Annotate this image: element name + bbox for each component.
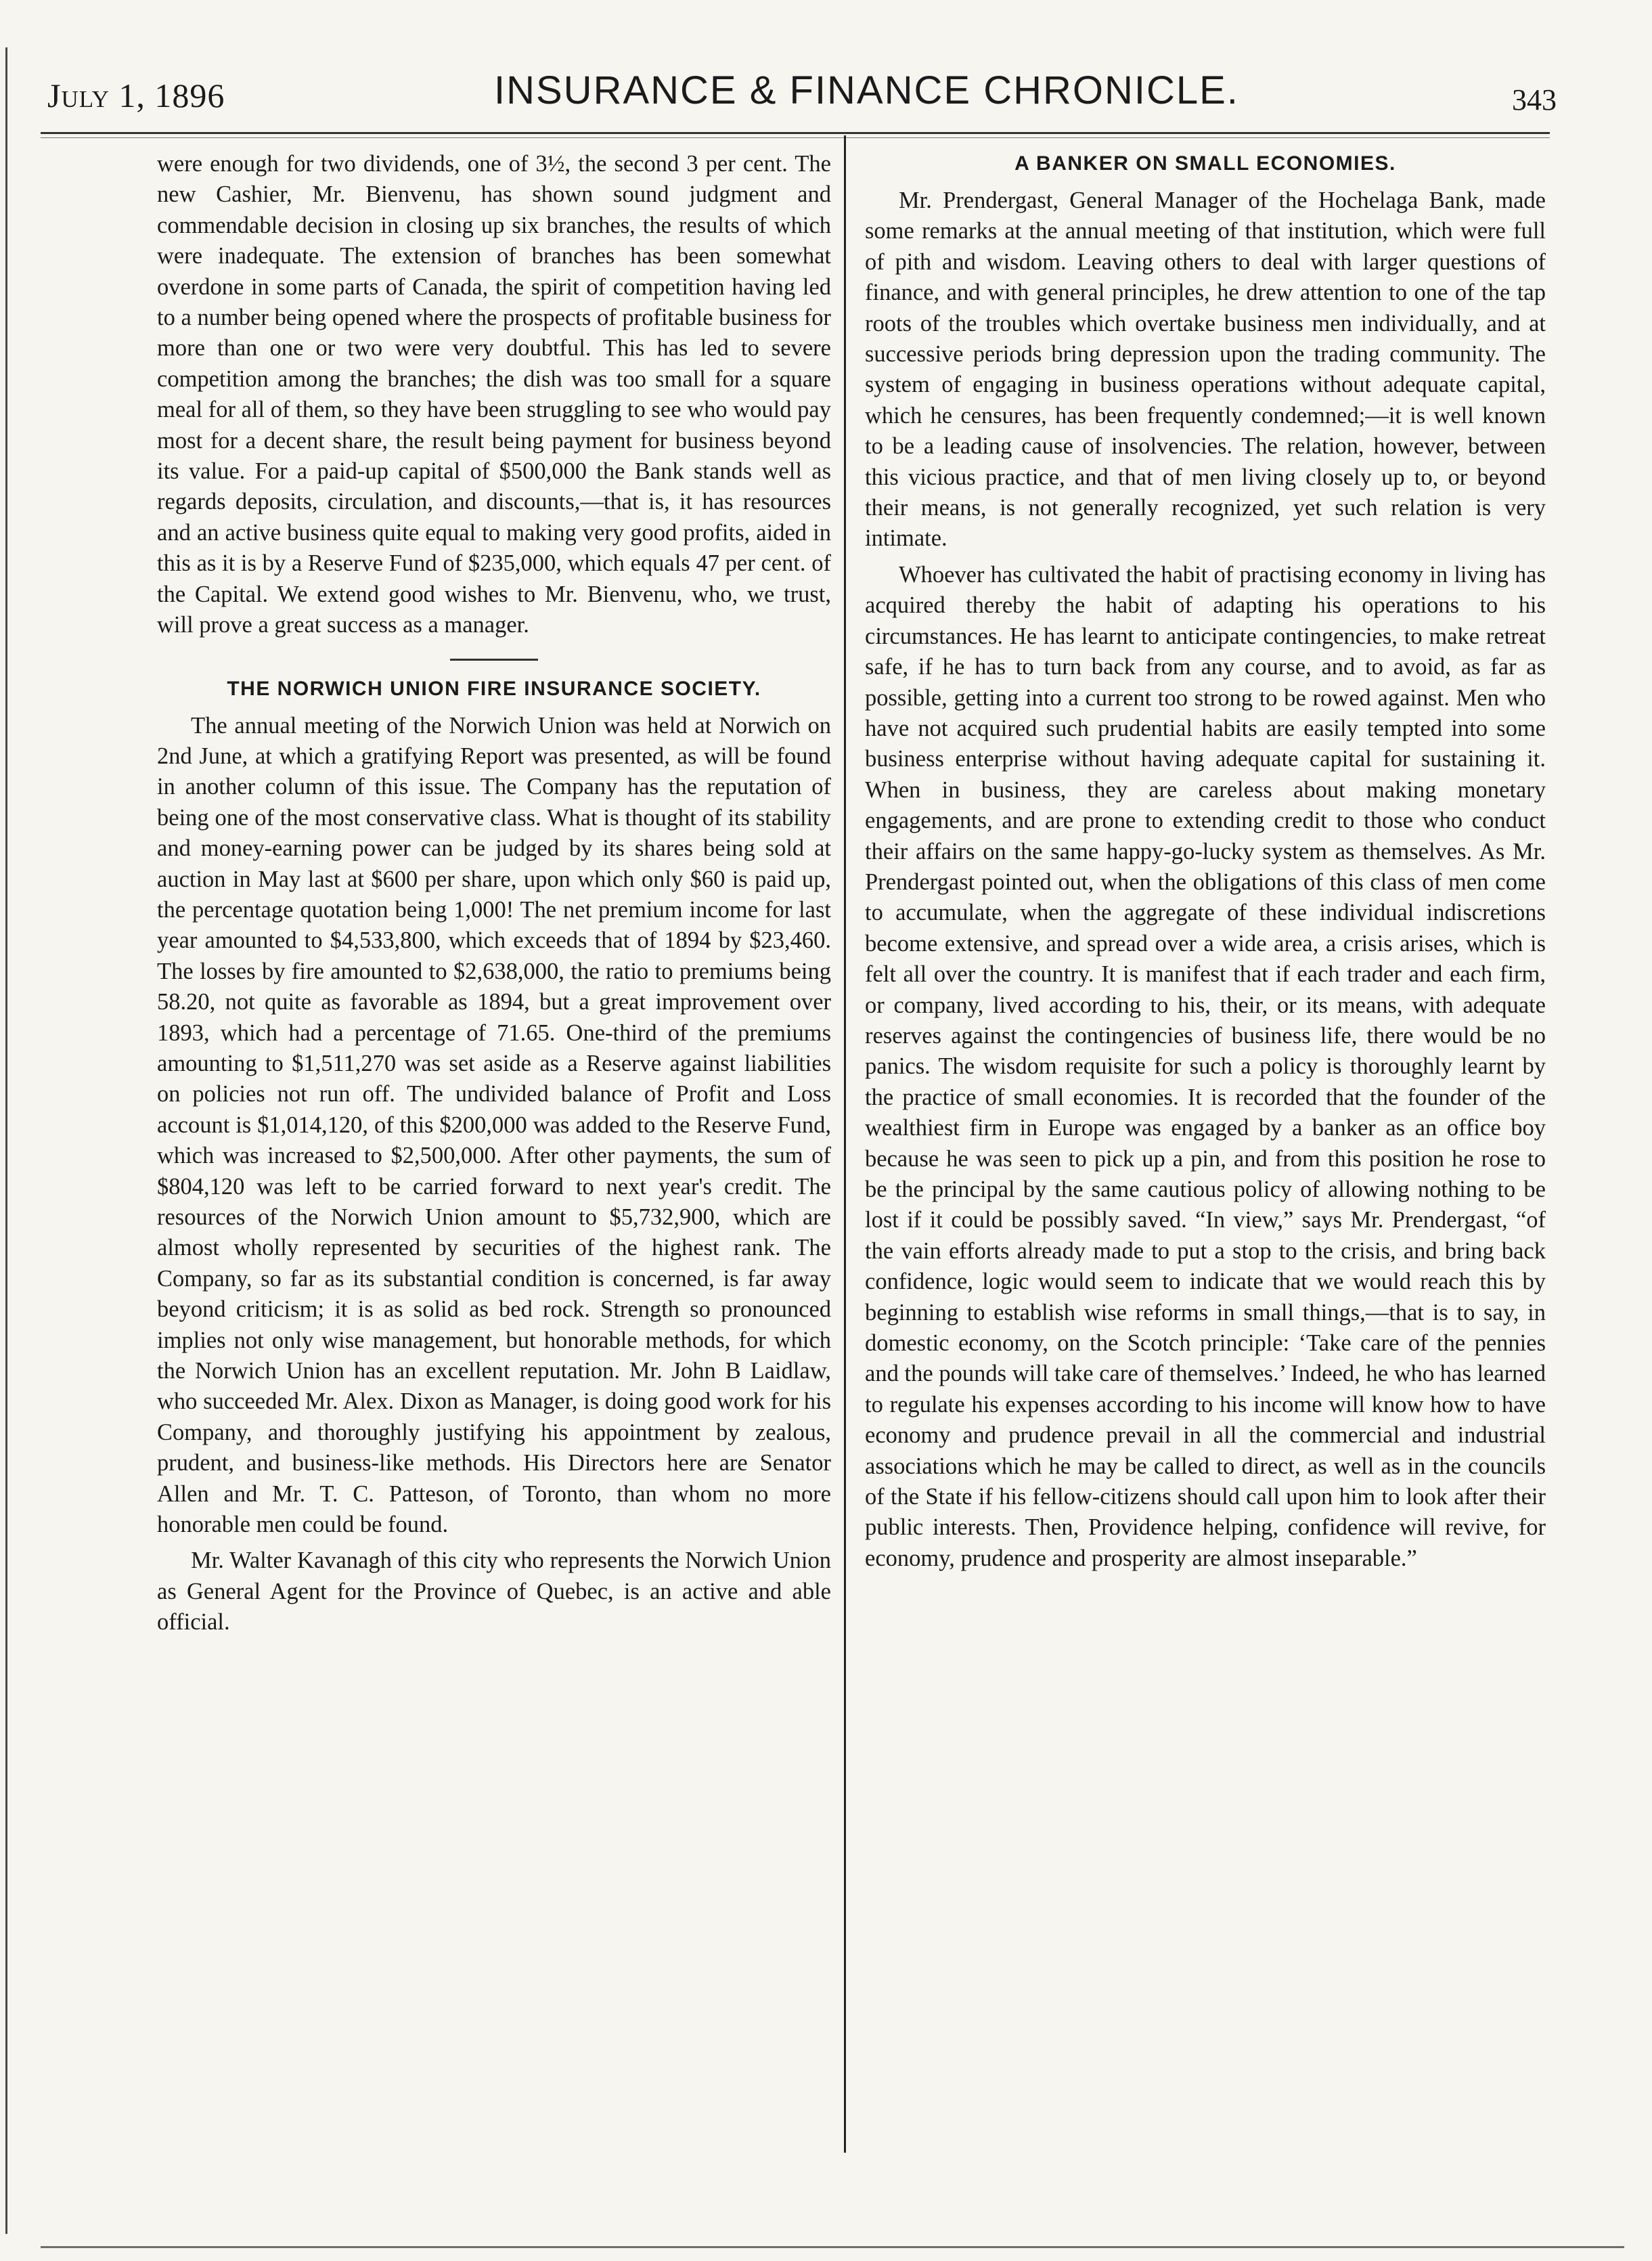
- column-rule: [844, 135, 846, 2153]
- footer-rule: [41, 2246, 1624, 2248]
- header-rule-thin: [41, 137, 1550, 138]
- article-heading-banker: A BANKER ON SMALL ECONOMIES.: [1014, 152, 1396, 175]
- article-paragraph: Whoever has cultivated the habit of practising economy in living has acquired thereby the habit of adapting his operations to his circumstances. He has learnt to anticipate contingencies, to make retreat safe, if he has to turn back from any course, and to avoid, as far as possible, getting into a current too strong to be rowed against. Men who have not acquired such prudential habits are easily tempted into some business enterprise without having adequate capital for sustaining it. When in business, they are careless about making monetary engagements, and are prone to extending credit to those who conduct their affairs on the same happy-go-lucky system as themselves. As Mr. Prendergast pointed out, when the obligations of this class of men come to accumulate, when the aggregate of these individual indiscretions become extensive, and spread over a wide area, a crisis arises, which is felt all over the country. It is manifest that if each trader and each firm, or company, lived according to his, their, or its means, with adequate reserves against the contingencies of business life, there would be no panics. The wisdom requisite for such a policy is thoroughly learnt by the practice of small economies. It is recorded that the founder of the wealthiest firm in Europe was engaged by a banker as an office boy because he was seen to pick up a pin, and from this position he rose to be the principal by the same cautious policy of allowing nothing to be lost if it could be possibly saved. “In view,” says Mr. Prendergast, “of the vain efforts already made to put a stop to the crisis, and bring back confidence, logic would seem to indicate that we would reach this by beginning to establish wise reforms in small things,—that is to say, in domestic economy, on the Scotch principle: ‘Take care of the pennies and the pounds will take care of themselves.’ Indeed, he who has learned to regulate his expenses according to his income will know how to have economy and prudence prevail in all the commercial and industrial associations which he may be called to direct, as well as in the councils of the State if his fellow-citizens should call upon him to look after their public interests. Then, Providence helping, confidence will revive, for economy, prudence and prosperity are almost inseparable.”: [865, 561, 1546, 1571]
- article-paragraph: The annual meeting of the Norwich Union was held at Norwich on 2nd June, at which a gratifying Report was presented, as will be found in another column of this issue. The Company has the reputation of being one of the most conservative class. What is thought of its stability and money-earning power can be judged by its shares being sold at auction in May last at $600 per share, upon which only $60 is paid up, the percentage quotation being 1,000! The net premium income for last year amounted to $4,533,800, which exceeds that of 1894 by $23,460. The losses by fire amounted to $2,638,000, the ratio to premiums being 58.20, not quite as favorable as 1894, but a great improvement over 1893, which had a percentage of 71.65. One-third of the premiums amounting to $1,511,270 was set aside as a Reserve against liabilities on policies not run off. The undivided balance of Profit and Loss account is $1,014,120, of this $200,000 was added to the Reserve Fund, which was increased to $2,500,000. After other payments, the sum of $804,120 was left to be carried forward to next year's credit. The resources of the Norwich Union amount to $5,732,900, which are almost wholly represented by securities of the highest rank. The Company, so far as its substantial condition is concerned, is far away beyond criticism; it is as solid as bed rock. Strength so pronounced implies not only wise management, but honorable methods, for which the Norwich Union has an excellent reputation. Mr. John B Laidlaw, who succeeded Mr. Alex. Dixon as Manager, is doing good work for his Company, and thoroughly justifying his appointment by zealous, prudent, and business-like methods. His Directors here are Senator Allen and Mr. T. C. Patteson, of Toronto, than whom no more honorable men could be found.: [157, 712, 831, 1538]
- issue-date: July 1, 1896: [47, 76, 225, 114]
- publication-title: INSURANCE & FINANCE CHRONICLE.: [494, 68, 1239, 112]
- article-paragraph: Mr. Prendergast, General Manager of the Hochelaga Bank, made some remarks at the annual meeting of that institution, which were full of pith and wisdom. Leaving others to deal with larger questions of finance, and with general principles, he drew attention to one of the tap roots of the troubles which overtake business men individually, and at successive periods bring depression upon the trading community. The system of engaging in business operations without adequate capital, which he censures, has been frequently condemned;—it is well known to be a leading cause of insolvencies. The relation, however, between this vicious practice, and that of men living closely up to, or beyond their means, is not generally recognized, yet such relation is very intimate.: [865, 188, 1546, 552]
- binding-edge: [5, 47, 7, 2234]
- page-header: [47, 68, 1557, 122]
- continued-article-text: were enough for two dividends, one of 3½, the second 3 per cent. The new Cashier, Mr. Bienvenu, has shown sound judgment and commendable decision in closing up six branches, the results of which were inadequate. The extension of branches has been somewhat overdone in some parts of Canada, the spirit of competition having led to a number being opened where the prospects of profitable business for more than one or two were very doubtful. This has led to severe competition among the branches; the dish was too small for a square meal for all of them, so they have been struggling to see who would pay most for a decent share, the result being payment for business beyond its value. For a paid-up capital of $500,000 the Bank stands well as regards deposits, circulation, and discounts,—that is, it has resources and an active business quite equal to making very good profits, aided in this as it is by a Reserve Fund of $235,000, which equals 47 per cent. of the Capital. We extend good wishes to Mr. Bienvenu, who, we trust, will prove a great success as a manager.: [157, 151, 831, 638]
- page-number: 343: [1512, 83, 1557, 116]
- header-rule: [41, 132, 1550, 134]
- left-column: [157, 149, 831, 1638]
- article-heading-norwich-union: THE NORWICH UNION FIRE INSURANCE SOCIETY.: [227, 677, 761, 700]
- article-paragraph: Mr. Walter Kavanagh of this city who represents the Norwich Union as General Agent for the Province of Quebec, is an active and able official.: [157, 1547, 831, 1636]
- article-separator: [450, 659, 538, 661]
- right-column: [865, 149, 1546, 1574]
